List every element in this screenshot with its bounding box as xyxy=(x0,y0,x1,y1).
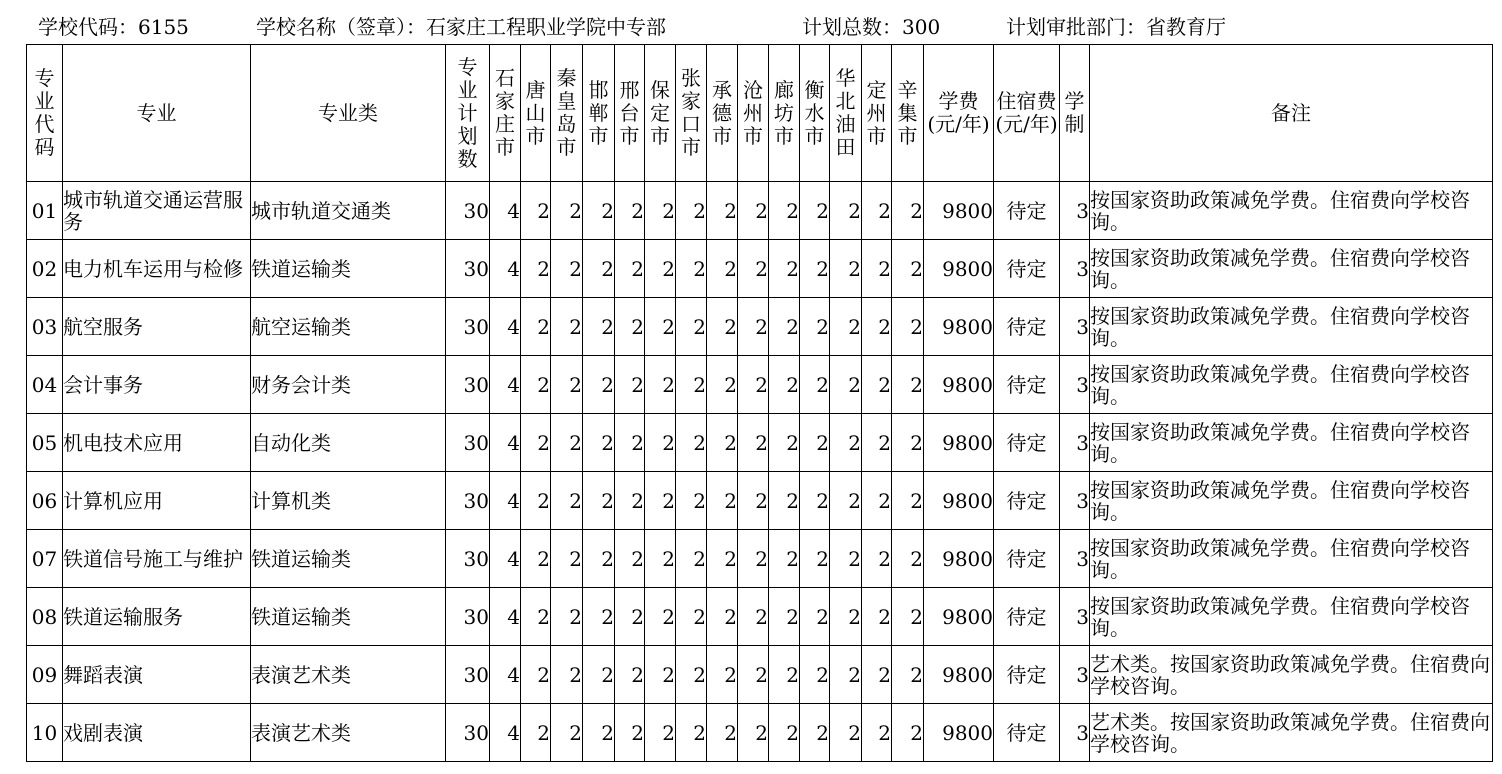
cell-major: 铁道运输服务 xyxy=(63,588,251,646)
cell-city-quota: 2 xyxy=(862,298,892,356)
cell-city-quota: 2 xyxy=(645,704,676,762)
cell-city-quota: 2 xyxy=(583,240,615,298)
cell-city-quota: 2 xyxy=(830,530,862,588)
cell-tuition: 9800 xyxy=(924,588,994,646)
cell-plan: 30 xyxy=(446,646,490,704)
cell-tuition: 9800 xyxy=(924,646,994,704)
cell-code: 07 xyxy=(27,530,63,588)
cell-city-quota: 2 xyxy=(862,704,892,762)
cell-category: 自动化类 xyxy=(251,414,446,472)
cell-city-quota: 2 xyxy=(830,182,862,240)
table-row xyxy=(27,182,1493,240)
cell-duration: 3 xyxy=(1060,588,1090,646)
cell-city-quota: 2 xyxy=(676,240,707,298)
table-row xyxy=(27,704,1493,762)
cell-city-quota: 2 xyxy=(645,240,676,298)
cell-plan: 30 xyxy=(446,356,490,414)
cell-duration: 3 xyxy=(1060,182,1090,240)
cell-city-quota: 2 xyxy=(615,298,645,356)
table-row xyxy=(27,646,1493,704)
cell-city-quota: 2 xyxy=(645,588,676,646)
cell-city-quota: 2 xyxy=(551,472,583,530)
cell-city-quota: 2 xyxy=(521,356,551,414)
cell-code: 05 xyxy=(27,414,63,472)
cell-city-quota: 2 xyxy=(862,472,892,530)
cell-city-quota: 2 xyxy=(800,356,830,414)
header-city: 定州市 xyxy=(862,45,892,182)
cell-category: 表演艺术类 xyxy=(251,704,446,762)
cell-city-quota: 2 xyxy=(583,646,615,704)
cell-city-quota: 2 xyxy=(583,298,615,356)
table-row xyxy=(27,414,1493,472)
cell-duration: 3 xyxy=(1060,646,1090,704)
header-note: 备注 xyxy=(1090,45,1493,182)
cell-city-quota: 2 xyxy=(676,646,707,704)
cell-city-quota: 2 xyxy=(738,472,769,530)
cell-plan: 30 xyxy=(446,414,490,472)
cell-city-quota: 2 xyxy=(645,298,676,356)
cell-city-quota: 2 xyxy=(862,530,892,588)
cell-lodging: 待定 xyxy=(994,472,1060,530)
school-info-line xyxy=(38,12,1478,42)
cell-city-quota: 2 xyxy=(645,472,676,530)
cell-city-quota: 2 xyxy=(769,704,800,762)
cell-city-quota: 2 xyxy=(738,646,769,704)
header-category: 专业类 xyxy=(251,45,446,182)
cell-city-quota: 2 xyxy=(551,240,583,298)
cell-city-quota: 2 xyxy=(830,472,862,530)
table-row xyxy=(27,240,1493,298)
cell-city-quota: 2 xyxy=(769,298,800,356)
header-city: 秦皇岛市 xyxy=(551,45,583,182)
cell-note: 按国家资助政策减免学费。住宿费向学校咨询。 xyxy=(1090,530,1493,588)
school-code: 学校代码：6155 xyxy=(38,15,189,39)
cell-city-quota: 2 xyxy=(551,704,583,762)
cell-city-quota: 2 xyxy=(551,588,583,646)
cell-city-quota: 2 xyxy=(707,414,738,472)
cell-city-quota: 2 xyxy=(521,704,551,762)
cell-note: 按国家资助政策减免学费。住宿费向学校咨询。 xyxy=(1090,240,1493,298)
cell-city-quota: 2 xyxy=(862,588,892,646)
cell-lodging: 待定 xyxy=(994,530,1060,588)
header-city: 沧州市 xyxy=(738,45,769,182)
cell-code: 03 xyxy=(27,298,63,356)
cell-plan: 30 xyxy=(446,182,490,240)
cell-city-quota: 2 xyxy=(645,530,676,588)
cell-city-quota: 2 xyxy=(830,240,862,298)
cell-city-quota: 2 xyxy=(738,588,769,646)
cell-city-quota: 2 xyxy=(769,530,800,588)
cell-category: 财务会计类 xyxy=(251,356,446,414)
school-name: 学校名称（签章）：石家庄工程职业学院中专部 xyxy=(256,15,666,39)
cell-lodging: 待定 xyxy=(994,704,1060,762)
cell-code: 10 xyxy=(27,704,63,762)
cell-city-quota: 2 xyxy=(615,472,645,530)
cell-duration: 3 xyxy=(1060,530,1090,588)
cell-lodging: 待定 xyxy=(994,414,1060,472)
cell-plan: 30 xyxy=(446,530,490,588)
cell-city-quota: 2 xyxy=(615,530,645,588)
cell-lodging: 待定 xyxy=(994,646,1060,704)
cell-tuition: 9800 xyxy=(924,530,994,588)
header-city: 衡水市 xyxy=(800,45,830,182)
cell-city-quota: 2 xyxy=(707,588,738,646)
cell-city-quota: 2 xyxy=(862,414,892,472)
header-major: 专业 xyxy=(63,45,251,182)
cell-city-quota: 2 xyxy=(892,646,924,704)
header-city: 承德市 xyxy=(707,45,738,182)
cell-tuition: 9800 xyxy=(924,240,994,298)
cell-code: 02 xyxy=(27,240,63,298)
cell-city-quota: 2 xyxy=(583,414,615,472)
cell-plan: 30 xyxy=(446,298,490,356)
cell-city-quota: 2 xyxy=(521,298,551,356)
cell-code: 06 xyxy=(27,472,63,530)
cell-plan: 30 xyxy=(446,472,490,530)
cell-duration: 3 xyxy=(1060,298,1090,356)
cell-city-quota: 2 xyxy=(892,240,924,298)
cell-category: 航空运输类 xyxy=(251,298,446,356)
cell-city-quota: 2 xyxy=(862,182,892,240)
cell-city-quota: 2 xyxy=(615,414,645,472)
cell-city-quota: 4 xyxy=(490,530,521,588)
cell-category: 城市轨道交通类 xyxy=(251,182,446,240)
cell-city-quota: 2 xyxy=(800,414,830,472)
cell-code: 09 xyxy=(27,646,63,704)
cell-tuition: 9800 xyxy=(924,298,994,356)
cell-city-quota: 2 xyxy=(676,298,707,356)
cell-city-quota: 2 xyxy=(862,240,892,298)
cell-note: 艺术类。按国家资助政策减免学费。住宿费向学校咨询。 xyxy=(1090,704,1493,762)
header-city: 张家口市 xyxy=(676,45,707,182)
cell-duration: 3 xyxy=(1060,704,1090,762)
cell-city-quota: 2 xyxy=(707,298,738,356)
cell-major: 机电技术应用 xyxy=(63,414,251,472)
cell-city-quota: 2 xyxy=(645,414,676,472)
cell-city-quota: 2 xyxy=(521,472,551,530)
cell-city-quota: 2 xyxy=(521,588,551,646)
table-row xyxy=(27,356,1493,414)
cell-city-quota: 2 xyxy=(862,356,892,414)
cell-duration: 3 xyxy=(1060,414,1090,472)
cell-city-quota: 4 xyxy=(490,356,521,414)
cell-code: 08 xyxy=(27,588,63,646)
cell-note: 按国家资助政策减免学费。住宿费向学校咨询。 xyxy=(1090,356,1493,414)
cell-lodging: 待定 xyxy=(994,588,1060,646)
cell-city-quota: 2 xyxy=(800,646,830,704)
header-city: 邯郸市 xyxy=(583,45,615,182)
cell-city-quota: 2 xyxy=(738,704,769,762)
cell-duration: 3 xyxy=(1060,356,1090,414)
cell-city-quota: 2 xyxy=(707,356,738,414)
cell-city-quota: 2 xyxy=(615,646,645,704)
cell-plan: 30 xyxy=(446,588,490,646)
cell-city-quota: 2 xyxy=(800,182,830,240)
cell-city-quota: 2 xyxy=(707,472,738,530)
cell-city-quota: 4 xyxy=(490,472,521,530)
cell-city-quota: 2 xyxy=(645,182,676,240)
cell-city-quota: 2 xyxy=(521,530,551,588)
cell-note: 艺术类。按国家资助政策减免学费。住宿费向学校咨询。 xyxy=(1090,646,1493,704)
cell-city-quota: 2 xyxy=(615,240,645,298)
cell-city-quota: 2 xyxy=(738,414,769,472)
cell-tuition: 9800 xyxy=(924,414,994,472)
header-lodging: 住宿费(元/年) xyxy=(994,45,1060,182)
cell-city-quota: 2 xyxy=(830,704,862,762)
cell-major: 会计事务 xyxy=(63,356,251,414)
cell-city-quota: 2 xyxy=(583,182,615,240)
cell-city-quota: 2 xyxy=(738,530,769,588)
cell-tuition: 9800 xyxy=(924,472,994,530)
table-body xyxy=(27,182,1493,762)
cell-city-quota: 2 xyxy=(892,182,924,240)
cell-category: 铁道运输类 xyxy=(251,240,446,298)
cell-lodging: 待定 xyxy=(994,356,1060,414)
cell-city-quota: 2 xyxy=(800,298,830,356)
cell-city-quota: 2 xyxy=(830,298,862,356)
table-header-row xyxy=(27,45,1493,182)
cell-city-quota: 4 xyxy=(490,240,521,298)
cell-city-quota: 2 xyxy=(769,182,800,240)
cell-city-quota: 2 xyxy=(521,182,551,240)
cell-city-quota: 2 xyxy=(551,356,583,414)
header-code: 专业代码 xyxy=(27,45,63,182)
cell-city-quota: 2 xyxy=(769,356,800,414)
cell-note: 按国家资助政策减免学费。住宿费向学校咨询。 xyxy=(1090,182,1493,240)
cell-city-quota: 2 xyxy=(707,182,738,240)
cell-category: 表演艺术类 xyxy=(251,646,446,704)
cell-code: 04 xyxy=(27,356,63,414)
table-row xyxy=(27,588,1493,646)
cell-city-quota: 2 xyxy=(862,646,892,704)
cell-category: 计算机类 xyxy=(251,472,446,530)
cell-city-quota: 2 xyxy=(769,240,800,298)
header-city: 廊坊市 xyxy=(769,45,800,182)
cell-city-quota: 2 xyxy=(830,646,862,704)
header-city: 邢台市 xyxy=(615,45,645,182)
cell-city-quota: 2 xyxy=(830,414,862,472)
approval-department: 计划审批部门：省教育厅 xyxy=(1006,15,1226,39)
cell-lodging: 待定 xyxy=(994,298,1060,356)
cell-city-quota: 2 xyxy=(521,646,551,704)
cell-city-quota: 2 xyxy=(676,182,707,240)
table-row xyxy=(27,530,1493,588)
cell-city-quota: 2 xyxy=(738,298,769,356)
cell-city-quota: 2 xyxy=(583,356,615,414)
enrollment-plan-table xyxy=(26,44,1493,762)
cell-city-quota: 2 xyxy=(583,472,615,530)
plan-total: 计划总数：300 xyxy=(802,15,941,39)
cell-city-quota: 2 xyxy=(676,472,707,530)
cell-city-quota: 2 xyxy=(800,704,830,762)
cell-city-quota: 2 xyxy=(551,646,583,704)
cell-city-quota: 2 xyxy=(738,356,769,414)
cell-city-quota: 2 xyxy=(892,704,924,762)
cell-city-quota: 2 xyxy=(707,704,738,762)
cell-city-quota: 2 xyxy=(738,182,769,240)
cell-city-quota: 2 xyxy=(676,530,707,588)
cell-city-quota: 2 xyxy=(583,704,615,762)
cell-city-quota: 2 xyxy=(551,298,583,356)
cell-major: 铁道信号施工与维护 xyxy=(63,530,251,588)
header-city: 华北油田 xyxy=(830,45,862,182)
header-city: 唐山市 xyxy=(521,45,551,182)
cell-city-quota: 2 xyxy=(615,704,645,762)
cell-duration: 3 xyxy=(1060,240,1090,298)
cell-city-quota: 2 xyxy=(583,588,615,646)
cell-city-quota: 4 xyxy=(490,182,521,240)
cell-category: 铁道运输类 xyxy=(251,530,446,588)
cell-note: 按国家资助政策减免学费。住宿费向学校咨询。 xyxy=(1090,298,1493,356)
cell-city-quota: 2 xyxy=(738,240,769,298)
header-city: 保定市 xyxy=(645,45,676,182)
header-duration: 学制 xyxy=(1060,45,1090,182)
cell-city-quota: 2 xyxy=(583,530,615,588)
cell-city-quota: 4 xyxy=(490,588,521,646)
cell-city-quota: 2 xyxy=(769,588,800,646)
cell-city-quota: 2 xyxy=(521,240,551,298)
cell-city-quota: 2 xyxy=(551,182,583,240)
cell-note: 按国家资助政策减免学费。住宿费向学校咨询。 xyxy=(1090,472,1493,530)
cell-city-quota: 2 xyxy=(892,588,924,646)
cell-lodging: 待定 xyxy=(994,182,1060,240)
header-city: 辛集市 xyxy=(892,45,924,182)
cell-city-quota: 2 xyxy=(521,414,551,472)
cell-major: 戏剧表演 xyxy=(63,704,251,762)
cell-city-quota: 4 xyxy=(490,704,521,762)
cell-major: 计算机应用 xyxy=(63,472,251,530)
cell-city-quota: 4 xyxy=(490,298,521,356)
cell-city-quota: 2 xyxy=(676,414,707,472)
cell-duration: 3 xyxy=(1060,472,1090,530)
cell-city-quota: 2 xyxy=(707,240,738,298)
header-city: 石家庄市 xyxy=(490,45,521,182)
cell-tuition: 9800 xyxy=(924,182,994,240)
cell-city-quota: 2 xyxy=(800,240,830,298)
cell-city-quota: 2 xyxy=(645,356,676,414)
cell-major: 航空服务 xyxy=(63,298,251,356)
cell-city-quota: 2 xyxy=(892,530,924,588)
cell-tuition: 9800 xyxy=(924,356,994,414)
cell-note: 按国家资助政策减免学费。住宿费向学校咨询。 xyxy=(1090,414,1493,472)
cell-city-quota: 2 xyxy=(830,588,862,646)
cell-city-quota: 2 xyxy=(892,356,924,414)
header-plan: 专业计划数 xyxy=(446,45,490,182)
cell-city-quota: 2 xyxy=(892,414,924,472)
cell-city-quota: 2 xyxy=(551,414,583,472)
cell-city-quota: 2 xyxy=(676,704,707,762)
cell-city-quota: 4 xyxy=(490,414,521,472)
cell-city-quota: 2 xyxy=(676,588,707,646)
cell-city-quota: 2 xyxy=(830,356,862,414)
cell-city-quota: 2 xyxy=(769,414,800,472)
cell-major: 电力机车运用与检修 xyxy=(63,240,251,298)
cell-code: 01 xyxy=(27,182,63,240)
cell-city-quota: 4 xyxy=(490,646,521,704)
table-row xyxy=(27,298,1493,356)
cell-city-quota: 2 xyxy=(769,646,800,704)
cell-city-quota: 2 xyxy=(615,356,645,414)
cell-city-quota: 2 xyxy=(615,182,645,240)
cell-plan: 30 xyxy=(446,704,490,762)
cell-city-quota: 2 xyxy=(551,530,583,588)
header-tuition: 学费(元/年) xyxy=(924,45,994,182)
table-row xyxy=(27,472,1493,530)
cell-city-quota: 2 xyxy=(615,588,645,646)
cell-note: 按国家资助政策减免学费。住宿费向学校咨询。 xyxy=(1090,588,1493,646)
cell-city-quota: 2 xyxy=(800,530,830,588)
cell-city-quota: 2 xyxy=(769,472,800,530)
cell-tuition: 9800 xyxy=(924,704,994,762)
cell-city-quota: 2 xyxy=(707,530,738,588)
cell-city-quota: 2 xyxy=(707,646,738,704)
cell-lodging: 待定 xyxy=(994,240,1060,298)
cell-major: 城市轨道交通运营服务 xyxy=(63,182,251,240)
cell-major: 舞蹈表演 xyxy=(63,646,251,704)
cell-city-quota: 2 xyxy=(800,472,830,530)
cell-city-quota: 2 xyxy=(645,646,676,704)
cell-category: 铁道运输类 xyxy=(251,588,446,646)
cell-city-quota: 2 xyxy=(892,298,924,356)
cell-city-quota: 2 xyxy=(676,356,707,414)
cell-city-quota: 2 xyxy=(892,472,924,530)
cell-city-quota: 2 xyxy=(800,588,830,646)
cell-plan: 30 xyxy=(446,240,490,298)
